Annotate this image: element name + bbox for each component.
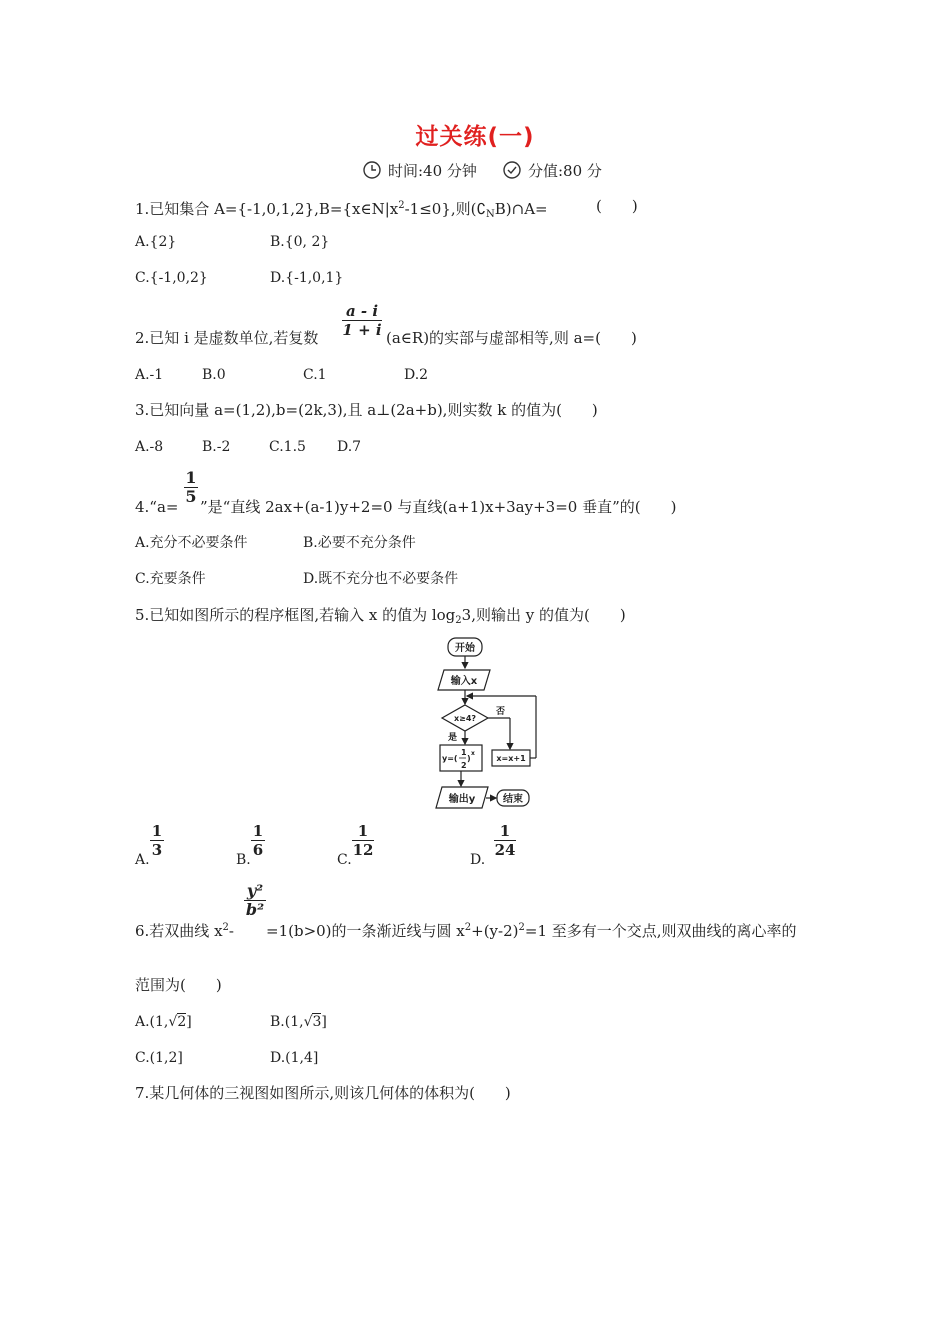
q6-stem-a: 6.若双曲线 x [135,922,223,940]
q5-a-den: 3 [151,841,163,859]
q2-fraction [342,302,382,339]
flow-start-text: 开始 [455,643,475,654]
q5-option-c-label: C. [337,852,352,868]
q1-stem-b: -1≤0},则(∁ [404,200,487,218]
flow-no-label: 否 [496,707,506,717]
q6-minus: - [228,922,234,940]
q6-a-text: A.(1, [135,1014,169,1030]
q5-stem-b: 3,则输出 y 的值为( ) [461,606,626,624]
q4-option-b: B.必要不充分条件 [303,535,416,551]
q5-option-c-fraction [352,822,374,859]
question-6-part-a [135,918,234,941]
flow-assign-end: ) [467,754,471,763]
flow-end-text: 结束 [503,794,523,805]
flow-output-text: 输出y [448,794,476,805]
q1-option-b: B.{0, 2} [270,234,330,250]
q5-option-a-label: A. [135,852,150,868]
question-1 [135,196,548,225]
q6-a-radicand: 2 [177,1014,187,1030]
q6-sup-b: 2 [464,922,472,933]
flow-half-den: 2 [461,761,467,770]
q1-option-c: C.{-1,0,2} [135,270,208,286]
q1-answer-paren: ( ) [596,197,638,215]
q5-option-a-fraction [150,822,164,859]
q4-option-d: D.既不充分也不必要条件 [303,571,459,587]
score-label: 分值:80 分 [528,162,602,180]
q5-option-b-fraction [251,822,265,859]
q5-b-num: 1 [252,822,264,840]
q4-frac-den: 5 [185,487,197,506]
q4-stem-b: ”是“直线 2ax+(a-1)y+2=0 与直线(a+1)x+3ay+3=0 垂直”的( ) [200,498,677,516]
q2-option-d: D.2 [404,367,429,383]
q6-option-c: C.(1,2] [135,1050,183,1066]
q2-option-b: B.0 [202,367,226,383]
q3-option-c: C.1.5 [269,439,306,455]
q6-option-b [270,1012,327,1032]
q3-stem: 3.已知向量 a=(1,2),b=(2k,3),且 a⊥(2a+b),则实数 k 的值为( ) [135,401,598,419]
q1-stem-c: B)∩A= [494,200,548,218]
q6-b-text: B.(1, [270,1014,304,1030]
q6-frac-num: y² [246,881,264,900]
q3-option-d: D.7 [337,439,362,455]
q6-stem-d: =1 至多有一个交点,则双曲线的离心率的 [524,922,797,940]
q6-stem-c: +(y-2) [471,922,519,940]
time-label: 时间:40 分钟 [388,162,477,180]
q5-stem-a: 5.已知如图所示的程序框图,若输入 x 的值为 log [135,606,456,624]
q6-sup-c: 2 [518,922,525,933]
q5-c-num: 1 [357,822,369,840]
clock-icon [362,160,382,180]
sqrt-sign: √ [303,1014,313,1030]
q6-frac-den: b² [245,900,265,919]
q1-sup: 2 [398,200,405,211]
program-flowchart [420,630,560,816]
q6-b-radicand: 3 [312,1014,322,1030]
q6-sup-a: 2 [222,922,229,933]
q7-stem: 7.某几何体的三视图如图所示,则该几何体的体积为( ) [135,1084,511,1102]
q5-d-num: 1 [499,822,511,840]
q2-frac-num: a - i [345,302,379,320]
flow-assign-text: y=( [442,754,458,763]
q6-a-end: ] [186,1014,192,1030]
q4-option-a: A.充分不必要条件 [135,535,248,551]
q1-option-d: D.{-1,0,1} [270,270,344,286]
q6-line-2: 范围为( ) [135,976,222,994]
q6-option-d: D.(1,4] [270,1050,319,1066]
q5-b-den: 6 [252,841,264,859]
flow-condition-text: x≥4? [453,714,477,723]
flow-input-text: 输入x [450,676,478,687]
time-info [362,160,477,181]
q6-fraction [244,882,266,919]
q3-option-b: B.-2 [202,439,231,455]
q5-a-num: 1 [151,822,163,840]
q6-b-end: ] [321,1014,327,1030]
sqrt-sign: √ [168,1014,178,1030]
q4-fraction [184,469,198,506]
q1-sub: N [486,209,495,220]
q4-option-c: C.充要条件 [135,571,206,587]
q5-option-d-fraction [494,822,516,859]
q5-c-den: 12 [352,841,374,859]
check-circle-icon [502,160,522,180]
question-5 [135,605,626,631]
q5-option-d-label: D. [470,852,486,868]
flow-half-num: 1 [461,748,467,757]
q1-option-a: A.{2} [135,234,177,250]
q5-d-den: 24 [494,841,516,859]
q2-option-a: A.-1 [135,367,164,383]
flow-increment-text: x=x+1 [496,754,526,763]
q6-option-a [135,1012,192,1032]
score-info [502,160,602,181]
q2-option-c: C.1 [303,367,327,383]
q4-stem-a: 4.“a= [135,498,179,516]
q2-stem-a: 2.已知 i 是虚数单位,若复数 [135,329,319,347]
question-6-part-b [266,918,797,941]
q6-stem-b: =1(b>0)的一条渐近线与圆 x [266,922,465,940]
flow-sup-x: x [471,750,475,757]
flow-yes-label: 是 [448,733,458,743]
q2-stem-b: (a∈R)的实部与虚部相等,则 a=( ) [386,329,637,347]
q3-option-a: A.-8 [135,439,164,455]
q2-frac-den: 1 + i [342,321,382,339]
q4-frac-num: 1 [185,468,197,487]
page-title: 过关练(一) [415,124,535,150]
q5-sub: 2 [455,615,462,626]
q5-option-b-label: B. [236,852,251,868]
q1-stem-a: 1.已知集合 A={-1,0,1,2},B={x∈N|x [135,200,399,218]
